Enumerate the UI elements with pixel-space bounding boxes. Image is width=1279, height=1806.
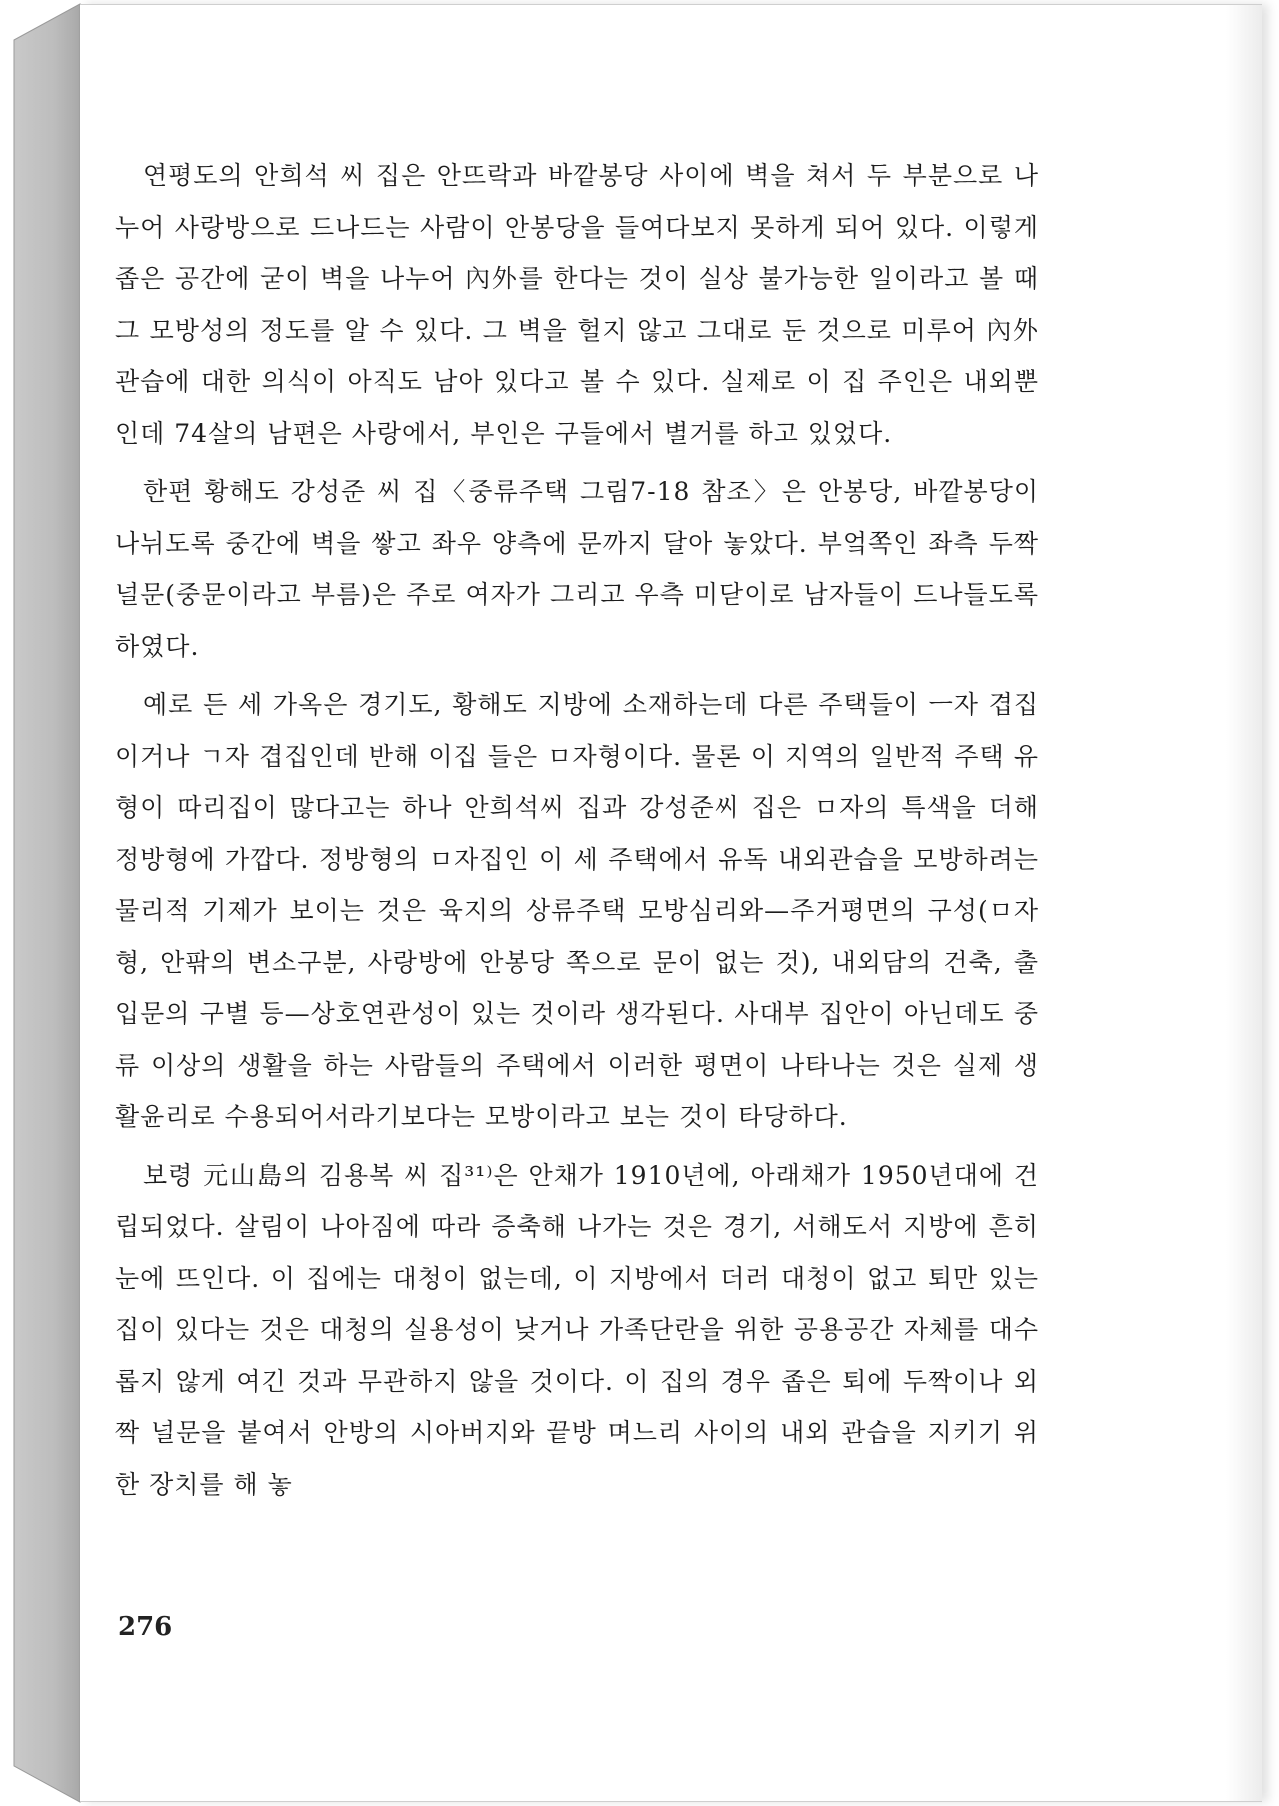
paragraph-3: 예로 든 세 가옥은 경기도, 황해도 지방에 소재하는데 다른 주택들이 ㅡ자 겹집이거나 ㄱ자 겹집인데 반해 이집 들은 ㅁ자형이다. 물론 이 지역의 일반적 주택 유형이 따리집이 많다고는 하나 안희석씨 집과 강성준씨 집은 ㅁ자의 특색을 더해 정방형에 가깝다. 정방형의 ㅁ자집인 이 세 주택에서 유독 내외관습을 모방하려는 물리적 기제가 보이는 것은 육지의 상류주택 모방심리와—주거평면의 구성(ㅁ자형, 안팎의 변소구분, 사랑방에 안봉당 쪽으로 문이 없는 것), 내외담의 건축, 출입문의 구별 등—상호연관성이 있는 것이라 생각된다. 사대부 집안이 아닌데도 중류 이상의 생활을 하는 사람들의 주택에서 이러한 평면이 나타나는 것은 실제 생활윤리로 수용되어서라기보다는 모방이라고 보는 것이 타당하다. bbox=[115, 690, 1039, 1131]
paragraph-2: 한편 황해도 강성준 씨 집〈중류주택 그림7-18 참조〉은 안봉당, 바깥봉당이 나뉘도록 중간에 벽을 쌓고 좌우 양측에 문까지 달아 놓았다. 부엌쪽인 좌측 두짝 널문(중문이라고 부름)은 주로 여자가 그리고 우측 미닫이로 남자들이 드나들도록 하였다. bbox=[115, 477, 1039, 661]
book-spine bbox=[0, 0, 82, 1806]
body-text bbox=[115, 150, 1039, 1510]
page-edge-shadow bbox=[1226, 5, 1262, 1801]
paragraph-4: 보령 元山島의 김용복 씨 집³¹⁾은 안채가 1910년에, 아래채가 1950년대에 건립되었다. 살림이 나아짐에 따라 증축해 나가는 것은 경기, 서해도서 지방에 흔히 눈에 뜨인다. 이 집에는 대청이 없는데, 이 지방에서 더러 대청이 없고 퇴만 있는 집이 있다는 것은 대청의 실용성이 낮거나 가족단란을 위한 공용공간 자체를 대수롭지 않게 여긴 것과 무관하지 않을 것이다. 이 집의 경우 좁은 퇴에 두짝이나 외짝 널문을 붙여서 안방의 시아버지와 끝방 며느리 사이의 내외 관습을 지키기 위한 장치를 해 놓 bbox=[115, 1160, 1039, 1499]
page-number: 276 bbox=[118, 1612, 173, 1642]
paragraph-1: 연평도의 안희석 씨 집은 안뜨락과 바깥봉당 사이에 벽을 쳐서 두 부분으로 나누어 사랑방으로 드나드는 사람이 안봉당을 들여다보지 못하게 되어 있다. 이렇게 좁은 공간에 굳이 벽을 나누어 內外를 한다는 것이 실상 불가능한 일이라고 볼 때 그 모방성의 정도를 알 수 있다. 그 벽을 헐지 않고 그대로 둔 것으로 미루어 內外 관습에 대한 의식이 아직도 남아 있다고 볼 수 있다. 실제로 이 집 주인은 내외뿐인데 74살의 남편은 사랑에서, 부인은 구들에서 별거를 하고 있었다. bbox=[115, 161, 1039, 448]
